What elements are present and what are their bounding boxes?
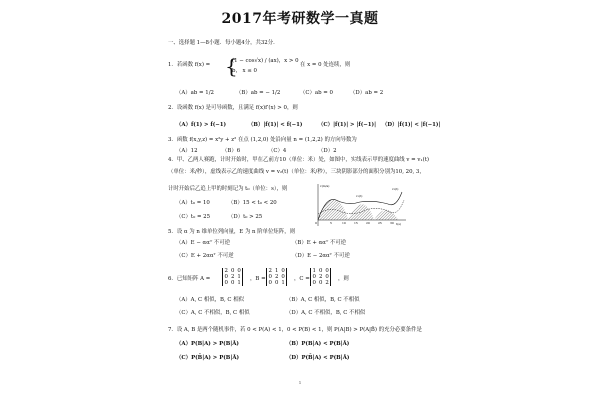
q1-option-a: （A）ab = 1/2 bbox=[176, 90, 214, 96]
q6-stem-a: 6．已知矩阵 A = bbox=[168, 276, 211, 282]
matrix-b-cell-1-0: 0 bbox=[268, 274, 272, 280]
matrix-b-cell-2-1: 0 bbox=[274, 280, 279, 286]
matrix-c-cell-0-2: 0 bbox=[325, 268, 329, 274]
q2-option-b: （B）|f(1)| < f(−1) bbox=[248, 122, 303, 128]
q1-piece2: b， x ≤ 0 bbox=[232, 68, 257, 74]
matrix-b-cell-1-2: 0 bbox=[281, 274, 285, 280]
q2-option-c: （C）|f(1)| > |f(−1)| bbox=[318, 122, 377, 128]
q6-stem-b: ，则 bbox=[338, 276, 349, 282]
q3-option-b: （B）6 bbox=[222, 148, 241, 154]
q6-option-c: （C）A, C 不相似，B, C 相似 bbox=[176, 310, 250, 316]
q7-option-c: （C）P(B̄|A) > P(B|Ā) bbox=[176, 355, 240, 361]
matrix-b-cell-1-1: 2 bbox=[274, 274, 279, 280]
q4-option-d: （D）t₀ > 25 bbox=[228, 214, 263, 220]
matrix-b-cell-2-2: 1 bbox=[281, 280, 285, 286]
q6-option-a: （A）A, C 相似，B, C 相似 bbox=[176, 297, 245, 303]
x-axis-label: t(s) bbox=[396, 222, 402, 226]
matrix-a-cell-2-0: 0 bbox=[224, 280, 228, 286]
velocity-graph bbox=[312, 182, 408, 230]
matrix-b-cell-0-2: 0 bbox=[281, 268, 285, 274]
q3-option-c: （C）4 bbox=[268, 148, 287, 154]
q6-b-label: ，B = bbox=[250, 276, 266, 282]
q1-stem-a: 1．若函数 f(x) = bbox=[168, 62, 211, 68]
q4-line2: （单位：米/秒），虚线表示乙的速度曲线 v = v₂(t)（单位：米/秒），三块阴影部分的面积分别为10, 20, 3， bbox=[168, 169, 425, 175]
tick-25: 25 bbox=[378, 221, 382, 225]
page-title: 2017年考研数学一真题 bbox=[221, 11, 379, 27]
q5-option-c: （C）E + 2ααᵀ 不可逆 bbox=[176, 253, 234, 259]
q3-option-a: （A）12 bbox=[176, 148, 198, 154]
matrix-a-cell-2-2: 1 bbox=[237, 280, 241, 286]
shaded-region-2 bbox=[348, 204, 374, 220]
tick-15: 15 bbox=[354, 221, 358, 225]
shaded-region-3 bbox=[374, 210, 398, 220]
matrix-c-cell-1-0: 0 bbox=[312, 274, 316, 280]
tick-5: 5 bbox=[330, 221, 332, 225]
matrix-b bbox=[266, 268, 287, 286]
q2-option-a: （A）f(1) > f(−1) bbox=[176, 122, 227, 128]
q3-stem: 3．函数 f(x,y,z) = x²y + z² 在点 (1,2,0) 处沿向量 n = (1,2,2) 的方向导数为 bbox=[168, 137, 357, 143]
tick-20: 20 bbox=[366, 221, 370, 225]
q5-option-d: （D）E − 2ααᵀ 不可逆 bbox=[292, 253, 350, 259]
q7-option-a: （A）P(B|A) > P(B|Ā) bbox=[176, 341, 239, 347]
matrix-b-cell-0-0: 2 bbox=[268, 268, 272, 274]
q6-option-d: （D）A, C 不相似，B, C 不相似 bbox=[286, 310, 366, 316]
q1-brace: { bbox=[225, 54, 238, 78]
matrix-c-cell-0-1: 0 bbox=[318, 268, 323, 274]
q4-option-b: （B）15 < t₀ < 20 bbox=[228, 200, 277, 206]
q6-c-label: ，C = bbox=[294, 276, 310, 282]
tick-10: 10 bbox=[342, 221, 346, 225]
tick-30: 30 bbox=[390, 221, 394, 225]
q4-option-c: （C）t₀ = 25 bbox=[176, 214, 211, 220]
q4-option-a: （A）t₀ = 10 bbox=[176, 200, 210, 206]
q1-option-b: （B）ab = − 1/2 bbox=[236, 90, 281, 96]
q1-piece1: (1 − cos√x) / (ax)，x > 0 bbox=[232, 58, 299, 64]
q1-stem-b: 在 x = 0 处连续，则 bbox=[300, 62, 351, 68]
q5-stem: 5．设 α 为 n 维单位列向量，E 为 n 阶单位矩阵，则 bbox=[168, 229, 295, 235]
matrix-c-cell-1-2: 0 bbox=[325, 274, 329, 280]
matrix-c-cell-2-2: 2 bbox=[325, 280, 329, 286]
matrix-a bbox=[222, 268, 243, 286]
matrix-c-cell-0-0: 1 bbox=[312, 268, 316, 274]
q5-option-a: （A）E − ααᵀ 不可逆 bbox=[176, 240, 230, 246]
matrix-a-cell-1-0: 0 bbox=[224, 274, 228, 280]
q4-line3: 计时开始后乙追上甲的时刻记为 t₀（单位：s），则 bbox=[168, 186, 288, 192]
matrix-a-cell-0-2: 0 bbox=[237, 268, 241, 274]
q1-option-d: （D）ab = 2 bbox=[350, 90, 384, 96]
matrix-a-cell-1-2: 1 bbox=[237, 274, 241, 280]
q7-option-b: （B）P(B|A) < P(B|Ā) bbox=[286, 341, 350, 347]
v1-label: v₁(t) bbox=[356, 194, 363, 198]
q2-stem: 2．设函数 f(x) 是可导函数，且满足 f(x)f′(x) > 0，则 bbox=[168, 105, 298, 111]
matrix-b-cell-2-0: 0 bbox=[268, 280, 272, 286]
q3-option-d: （D）2 bbox=[318, 148, 337, 154]
matrix-a-cell-1-1: 2 bbox=[230, 274, 235, 280]
section-header: 一、选择题 1—8小题．每小题4分，共32分． bbox=[168, 40, 279, 46]
y-axis-label: v(m/s) bbox=[320, 184, 330, 188]
tick-0: 0 bbox=[315, 221, 317, 225]
matrix-b-cell-0-1: 1 bbox=[274, 268, 279, 274]
matrix-c-cell-2-0: 0 bbox=[312, 280, 316, 286]
matrix-a-cell-0-1: 0 bbox=[230, 268, 235, 274]
matrix-a-cell-0-0: 2 bbox=[224, 268, 228, 274]
q5-option-b: （B）E + ααᵀ 不可逆 bbox=[292, 240, 347, 246]
page-number: 1 bbox=[298, 380, 302, 385]
matrix-c-cell-2-1: 0 bbox=[318, 280, 323, 286]
matrix-a-cell-2-1: 0 bbox=[230, 280, 235, 286]
matrix-c-cell-1-1: 2 bbox=[318, 274, 323, 280]
q2-option-d: （D）|f(1)| < |f(−1)| bbox=[382, 122, 441, 128]
q7-stem: 7．设 A, B 是两个随机事件，若 0 < P(A) < 1，0 < P(B) < 1，则 P(A|B) > P(A|B̄) 的充分必要条件是 bbox=[168, 327, 422, 333]
v2-label: v₂(t) bbox=[392, 187, 399, 191]
q4-line1: 4．甲、乙两人赛跑，计时开始时，甲在乙前方10（单位：米）处，如图中，实线表示甲的速度曲线 v = v₁(t) bbox=[168, 157, 429, 163]
q1-option-c: （C）ab = 0 bbox=[300, 90, 333, 96]
matrix-c bbox=[310, 268, 331, 286]
q6-option-b: （B）A, C 相似，B, C 不相似 bbox=[286, 297, 360, 303]
q7-option-d: （D）P(B̄|A) < P(B|Ā) bbox=[286, 355, 350, 361]
